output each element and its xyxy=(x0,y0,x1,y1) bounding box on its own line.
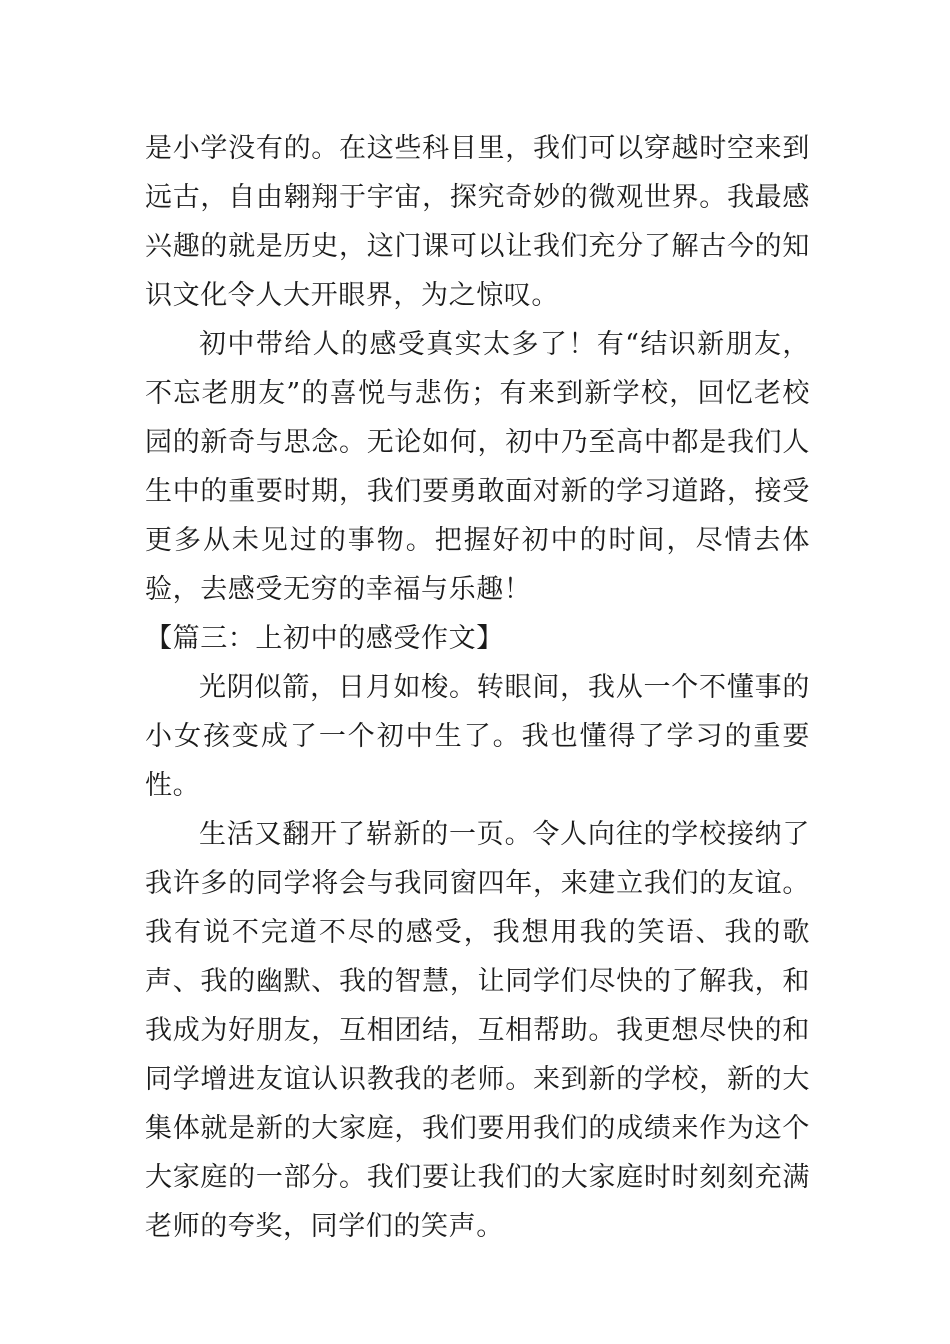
section-heading-part-three: 【篇三：上初中的感受作文】 xyxy=(145,623,504,654)
paragraph-continuation: 是小学没有的。在这些科目里，我们可以穿越时空来到远古，自由翱翔于宇宙，探究奇妙的微观世界。我最感兴趣的就是历史，这门课可以让我们充分了解古今的知识文化令人大开眼界，为之惊叹。 xyxy=(145,133,810,311)
document-body xyxy=(145,124,810,1251)
paragraph-new-page-of-life: 生活又翻开了崭新的一页。令人向往的学校接纳了我许多的同学将会与我同窗四年，来建立我们的友谊。我有说不完道不尽的感受，我想用我的笑语、我的歌声、我的幽默、我的智慧，让同学们尽快的了解我，和我成为好朋友，互相团结，互相帮助。我更想尽快的和同学增进友谊认识教我的老师。来到新的学校，新的大集体就是新的大家庭，我们要用我们的成绩来作为这个大家庭的一部分。我们要让我们的大家庭时时刻刻充满老师的夸奖，同学们的笑声。 xyxy=(145,819,810,1242)
paragraph-middle-school-feelings: 初中带给人的感受真实太多了！有“结识新朋友，不忘老朋友”的喜悦与悲伤；有来到新学校，回忆老校园的新奇与思念。无论如何，初中乃至高中都是我们人生中的重要时期，我们要勇敢面对新的学习道路，接受更多从未见过的事物。把握好初中的时间，尽情去体验，去感受无穷的幸福与乐趣！ xyxy=(145,329,810,605)
paragraph-time-flies: 光阴似箭，日月如梭。转眼间，我从一个不懂事的小女孩变成了一个初中生了。我也懂得了学习的重要性。 xyxy=(145,672,810,801)
